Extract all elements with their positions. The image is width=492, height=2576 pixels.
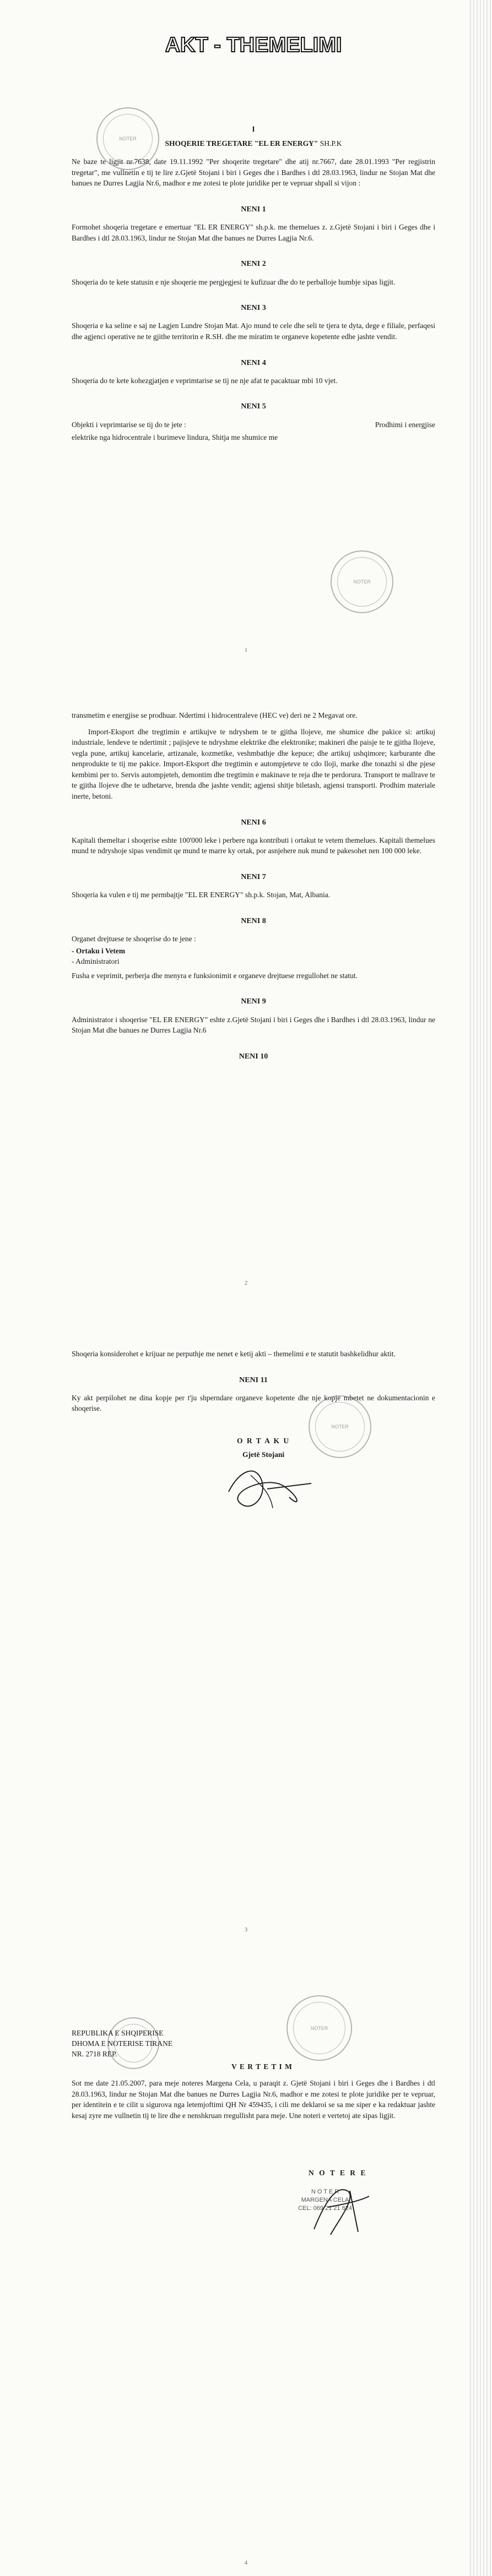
article-6-text: Kapitali themeltar i shoqerise eshte 100'000 leke i perbere nga kontributi i ortakut te vetem themelues. Kapitali themelues mund te ndryshoje sipas vendimit qe mund te marre ky ortak, por asnjehere nuk mund te pakesohet nen 100 000 leke. (72, 836, 435, 855)
page-edge-shadow (470, 1299, 492, 1946)
certification-text: Sot me date 21.05.2007, para meje noteres Margena Cela, u paraqit z. Gjetë Stojani i biri i Geges dhe i Bardhes i dtl 28.03.1963, lindur ne Stojan Mat dhe banues ne Durres Lagjia Nr.6, madhor e me zotesi te plote juridike per te vepruar, per identitein e te cilit u sigurova nga letemjoftimi QH Nr 459435, i cili me deklaroi se sa me siper e ka redaktuar jashte kesaj zyre me vullnetin tij te lire dhe e nenshkruan rregullisht para meje. Une noteri e vertetoj ate sipas ligjit. (72, 2079, 435, 2120)
notary-office-header (72, 2028, 172, 2060)
list-item: - Ortaku i Vetem (72, 946, 435, 957)
certification-title: V E R T E T I M (231, 2062, 293, 2071)
article-4-text: Shoqeria do te kete kohezgjatjen e veprimtarise se tij ne nje afat te pacaktuar mbi 10 vjet. (72, 376, 338, 385)
page-edge-shadow (470, 658, 492, 1299)
governing-bodies-list (72, 946, 435, 967)
notary-stamp (309, 1395, 371, 1458)
stamp-text: NOTER (353, 579, 371, 585)
article-5-production: Prodhimi i energjise (375, 420, 435, 429)
article-2-text: Shoqeria do te kete statusin e nje shoqerie me pergjegjesi te kufizuar dhe do te perballoje humbje sipas ligjit. (72, 277, 396, 286)
notary-label: N O T E R E (309, 2169, 367, 2177)
page-edge-shadow (470, 1946, 492, 2576)
list-item: - Administratori (72, 956, 435, 967)
document-page-1 (0, 0, 492, 658)
partner-signature (218, 1459, 328, 1519)
partner-label: O R T A K U (237, 1437, 290, 1445)
page-number: 4 (244, 2559, 248, 2566)
article-2-title: NENI 2 (241, 260, 266, 269)
stamp-text: NOTER (331, 1424, 349, 1429)
article-8-intro: Organet drejtuese te shoqerise do te jene : (72, 935, 196, 943)
article-11-title: NENI 11 (239, 1376, 268, 1384)
article-5-continuation: transmetim e energjise se prodhuar. Ndertimi i hidrocentraleve (HEC ve) deri ne 2 Megavat ore. (72, 711, 358, 719)
article-6-title: NENI 6 (241, 818, 266, 827)
company-header (72, 138, 435, 149)
intro-paragraph: Ne baze te ligjit nr.7638, date 19.11.1992 "Per shoqerite tregetare" dhe atij nr.7667, date 28.01.1993 "Per regjistrin tregetar", me vullnetin e tij te lire z.Gjetë Stojani i biri i Geges dhe i Bardhes i dtl 28.03.1963, lindur ne Stojan Mat dhe banues ne Durres Lagjia Nr.6, madhor e me zotesi te plote juridike per te vepruar shpall si vijon : (72, 157, 435, 188)
document-page-3 (0, 1299, 492, 1946)
article-5-title: NENI 5 (241, 402, 266, 411)
article-7-text: Shoqeria ka vulen e tij me permbajtje "EL ER ENERGY" sh.p.k. Stojan, Mat, Albania. (72, 891, 331, 899)
republic-line: REPUBLIKA E SHQIPERISE (72, 2029, 164, 2037)
page-number: 3 (244, 1926, 248, 1933)
article-8-title: NENI 8 (241, 916, 266, 925)
notary-signature (298, 2180, 380, 2240)
document-page-2 (0, 658, 492, 1299)
title-text: AKT - THEMELIMI (165, 34, 342, 57)
article-3-text: Shoqeria e ka seline e saj ne Lagjen Lundre Stojan Mat. Ajo mund te cele dhe seli te tjera te dyta, dege e filiale, perfaqesi dhe agjenci operative ne te gjithe territorin e R.SH. dhe me miratim te organeve kopetente edhe jashte vendit. (72, 321, 435, 341)
registry-number: NR. 2718 REP. (72, 2049, 117, 2058)
document-page-4 (0, 1946, 492, 2576)
article-8-text: Fusha e veprimit, perberja dhe menyra e funksionimit e organeve drejtuese rregullohet ne statut. (72, 971, 358, 980)
article-7-title: NENI 7 (241, 872, 266, 881)
partner-name: Gjetë Stojani (242, 1450, 285, 1459)
company-header-name: "EL ER ENERGY" (254, 139, 318, 148)
stamp-text: NOTER (310, 2025, 328, 2031)
notary-seal-line-3: CEL: 069 21 21 624 (298, 2204, 352, 2212)
page-edge-shadow (470, 0, 492, 658)
section-roman: I (252, 125, 255, 133)
document-title (165, 29, 342, 62)
company-header-pre: SHOQERIE TREGETARE (165, 139, 253, 148)
article-10-title: NENI 10 (239, 1052, 268, 1061)
article-5-activities: Import-Eksport dhe tregtimin e artikujve te ndryshem te te gjitha llojeve, me shumice dhe pakice si: artikuj industriale, lendeve te ndertimit ; pajisjeve te ndryshme elektrike dhe elektronike; makineri dhe paisje te te gjitha llojeve, vegla pune, artikuj kancelarie, artizanale, kozmetike, veshmbathje dhe kepuce; dhe artikuj ushqimore; karburante dhe nenprodukte te tij me pakice. Import-Eksport dhe tregtimin e autompjeteve te cdo lloji, marke dhe tonazhi si dhe pjese kembimi per to. Servis autompjeteh, demontim dhe tregtimin e makinave te reja dhe te perdorura. Transport te mallrave te te gjitha llojeve dhe te udhetarve, brenda dhe jashte vendit; agjensi shitje biletash, agjensi transporti. Prodhim materiale inerte, betoni. (72, 727, 435, 800)
page-number: 2 (244, 1280, 248, 1286)
page-number: 1 (244, 647, 248, 653)
article-9-text: Administrator i shoqerise "EL ER ENERGY" eshte z.Gjetë Stojani i biri i Geges dhe i Bardhes i dtl 28.03.1963, lindur ne Stojan Mat dhe banues ne Durres Lagjia Nr.6 (72, 1015, 435, 1035)
company-header-post: SH.P.K (320, 139, 342, 148)
article-9-title: NENI 9 (241, 997, 266, 1006)
article-3-title: NENI 3 (241, 304, 266, 313)
notary-seal-line-2: MARGENA CELA (301, 2196, 349, 2203)
company-creation-text: Shoqeria konsiderohet e krijuar ne perputhje me nenet e ketij akti – themelimi e te statutit bashkelidhur aktit. (72, 1350, 396, 1358)
article-4-title: NENI 4 (241, 358, 266, 367)
notary-seal-line-1: N O T E R (311, 2188, 339, 2195)
notary-stamp (286, 1995, 352, 2061)
article-11-text: Ky akt perpilohet ne dina kopje per t'ju shperndare organeve kopetente dhe nje kopje mbetet ne dokumentacionin e shoqerise. (72, 1393, 435, 1413)
article-5-object: Objekti i veprimtarise se tij do te jete : (72, 420, 186, 429)
article-5-line-1 (72, 419, 435, 430)
stamp-text: NOTER (119, 136, 137, 141)
article-1-text: Formohet shoqeria tregetare e emertuar "EL ER ENERGY" sh.p.k. me themelues z. z.Gjetë Stojani i biri i Geges dhe i Bardhes i dtl 28.03.1963, lindur ne Stojan Mat dhe banues ne Durres Lagjia Nr.6. (72, 223, 435, 242)
notary-stamp (331, 550, 393, 613)
article-5-line-2: elektrike nga hidrocentrale i burimeve lindura, Shitja me shumice me (72, 433, 278, 442)
article-1-title: NENI 1 (241, 205, 266, 214)
chamber-line: DHOMA E NOTERISE TIRANE (72, 2039, 173, 2048)
